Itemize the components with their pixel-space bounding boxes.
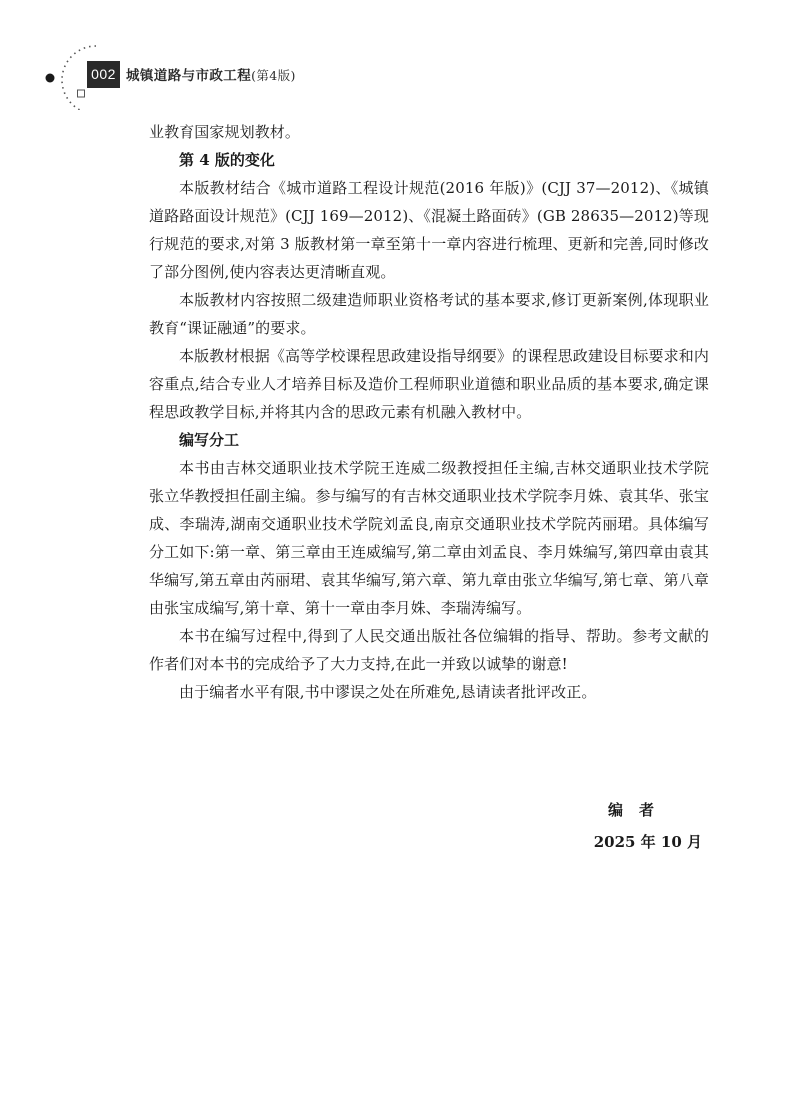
signature-block: [594, 794, 702, 858]
paragraph: 本书由吉林交通职业技术学院王连威二级教授担任主编,吉林交通职业技术学院张立华教授担任副主编。参与编写的有吉林交通职业技术学院李月姝、袁其华、张宝成、李瑞涛,湖南交通职业技术学院刘孟良,南京交通职业技术学院芮丽珺。具体编写分工如下:第一章、第三章由王连威编写,第二章由刘孟良、李月姝编写,第四章由袁其华编写,第五章由芮丽珺、袁其华编写,第六章、第九章由张立华编写,第七章、第八章由张宝成编写,第十章、第十一章由李月姝、李瑞涛编写。: [149, 459, 709, 617]
paragraph: 本书在编写过程中,得到了人民交通出版社各位编辑的指导、帮助。参考文献的作者们对本书的完成给予了大力支持,在此一并致以诚挚的谢意!: [149, 627, 709, 673]
paragraph: 本版教材内容按照二级建造师职业资格考试的基本要求,修订更新案例,体现职业教育“课证融通”的要求。: [149, 291, 709, 337]
bullet-dot-icon: [46, 74, 55, 83]
square-marker-icon: [78, 90, 85, 97]
signature-date: 2025 年 10 月: [593, 833, 702, 851]
book-title: 城镇道路与市政工程: [126, 68, 252, 84]
section-heading-authorship: 编写分工: [179, 431, 240, 449]
page-body: [149, 118, 709, 706]
page-number: 002: [87, 61, 120, 88]
paragraph: 由于编者水平有限,书中谬误之处在所难免,恳请读者批评改正。: [179, 683, 597, 701]
running-title: [126, 64, 296, 84]
book-edition: (第4版): [251, 68, 296, 83]
paragraph: 本版教材根据《高等学校课程思政建设指导纲要》的课程思政建设目标要求和内容重点,结合专业人才培养目标及造价工程师职业道德和职业品质的基本要求,确定课程思政教学目标,并将其内含的思政元素有机融入教材中。: [149, 347, 709, 421]
section-heading-changes: 第 4 版的变化: [179, 151, 275, 169]
opening-fragment: 业教育国家规划教材。: [149, 123, 301, 141]
signature-author: 编者: [607, 801, 670, 819]
paragraph: 本版教材结合《城市道路工程设计规范(2016 年版)》(CJJ 37—2012)、《城镇道路路面设计规范》(CJJ 169—2012)、《混凝土路面砖》(GB 28635—2012)等现行规范的要求,对第 3 版教材第一章至第十一章内容进行梳理、更新和完善,同时修改了部分图例,使内容表达更清晰直观。: [149, 179, 709, 281]
